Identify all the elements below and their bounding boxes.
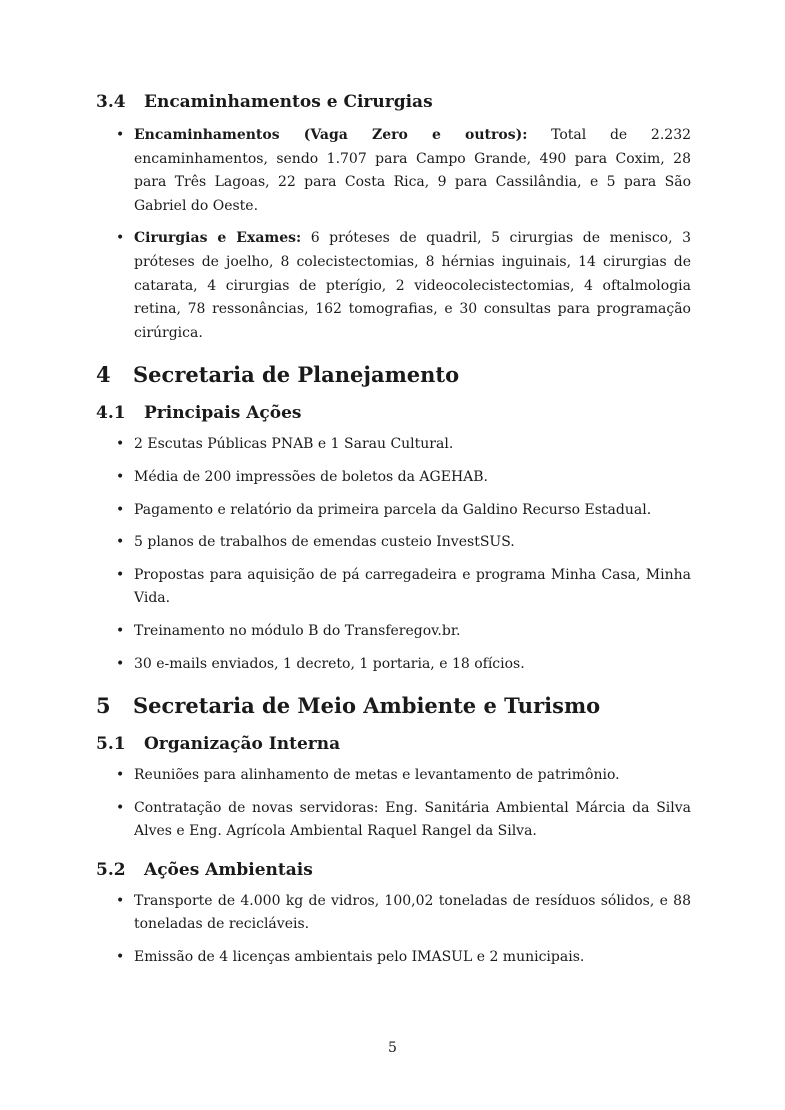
bullet-icon: • [116, 799, 125, 816]
item-label: Cirurgias e Exames: [134, 230, 302, 247]
item-text: 5 planos de trabalhos de emendas custeio InvestSUS. [134, 534, 515, 551]
list-item [96, 564, 691, 611]
list-item [96, 466, 691, 490]
item-text: Treinamento no módulo B do Transferegov.br. [134, 622, 461, 639]
list-item [96, 227, 691, 345]
list-item [96, 499, 691, 523]
section-heading-4 [96, 361, 691, 389]
item-label: Encaminhamentos (Vaga Zero e outros): [134, 127, 528, 143]
bullet-list-5-1 [96, 764, 691, 844]
bullet-icon: • [116, 767, 125, 784]
page-content [96, 90, 691, 979]
bullet-icon: • [116, 127, 125, 143]
subsection-heading-5-1 [96, 732, 691, 756]
list-item [96, 124, 691, 218]
item-text: 2 Escutas Públicas PNAB e 1 Sarau Cultural. [134, 436, 454, 453]
item-text: Contratação de novas servidoras: Eng. Sanitária Ambiental Márcia da Silva Alves e Eng. Agrícola Ambiental Raquel Rangel da Silva. [134, 799, 691, 840]
bullet-icon: • [116, 892, 125, 909]
bullet-list-5-2 [96, 890, 691, 970]
subsection-number: 4.1 [96, 403, 126, 424]
bullet-icon: • [116, 622, 125, 639]
item-text: 30 e-mails enviados, 1 decreto, 1 portaria, e 18 ofícios. [134, 655, 525, 672]
item-text: Total de 2.232 encaminhamentos, sendo 1.707 para Campo Grande, 490 para Coxim, 28 para Três Lagoas, 22 para Costa Rica, 9 para Cassilândia, e 5 para São Gabriel do Oeste. [134, 127, 692, 214]
list-item [96, 890, 691, 937]
item-text: Propostas para aquisição de pá carregadeira e programa Minha Casa, Minha Vida. [134, 566, 691, 607]
bullet-icon: • [116, 230, 125, 247]
item-text: Reuniões para alinhamento de metas e levantamento de patrimônio. [134, 767, 620, 784]
subsection-title: Organização Interna [144, 734, 341, 755]
bullet-icon: • [116, 949, 125, 966]
item-text: 6 próteses de quadril, 5 cirurgias de menisco, 3 próteses de joelho, 8 colecistectomias, 8 hérnias inguinais, 14 cirurgias de catarata, 4 cirurgias de pterígio, 2 videocolecistectomias, 4 oftalmologia retina, 78 ressonâncias, 162 tomografias, e 30 consultas para programação cirúrgica. [134, 230, 692, 341]
subsection-heading-5-2 [96, 858, 691, 882]
list-item [96, 764, 691, 788]
page-number: 5 [388, 1040, 397, 1056]
bullet-icon: • [116, 501, 125, 518]
bullet-icon: • [116, 566, 125, 583]
subsection-heading-3-4 [96, 90, 691, 114]
item-text: Emissão de 4 licenças ambientais pelo IMASUL e 2 municipais. [134, 949, 585, 966]
item-text: Transporte de 4.000 kg de vidros, 100,02 toneladas de resíduos sólidos, e 88 toneladas de recicláveis. [134, 892, 691, 933]
list-item [96, 653, 691, 677]
section-title: Secretaria de Meio Ambiente e Turismo [133, 693, 601, 719]
section-heading-5 [96, 692, 691, 720]
subsection-title: Ações Ambientais [144, 859, 313, 880]
section-number: 5 [96, 693, 111, 719]
subsection-heading-4-1 [96, 401, 691, 425]
list-item [96, 433, 691, 457]
bullet-icon: • [116, 468, 125, 485]
subsection-number: 5.1 [96, 734, 126, 755]
item-text: Média de 200 impressões de boletos da AGEHAB. [134, 468, 489, 485]
section-title: Secretaria de Planejamento [133, 362, 460, 388]
list-item [96, 797, 691, 844]
bullet-icon: • [116, 534, 125, 551]
list-item [96, 531, 691, 555]
subsection-number: 3.4 [96, 92, 126, 112]
list-item [96, 946, 691, 970]
item-text: Pagamento e relatório da primeira parcela da Galdino Recurso Estadual. [134, 501, 652, 518]
list-item [96, 620, 691, 644]
subsection-title: Encaminhamentos e Cirurgias [144, 92, 433, 112]
subsection-number: 5.2 [96, 859, 126, 880]
subsection-title: Principais Ações [144, 403, 302, 424]
bullet-list-4-1 [96, 433, 691, 676]
bullet-icon: • [116, 436, 125, 453]
bullet-list-3-4 [96, 124, 691, 345]
section-number: 4 [96, 362, 111, 388]
bullet-icon: • [116, 655, 125, 672]
